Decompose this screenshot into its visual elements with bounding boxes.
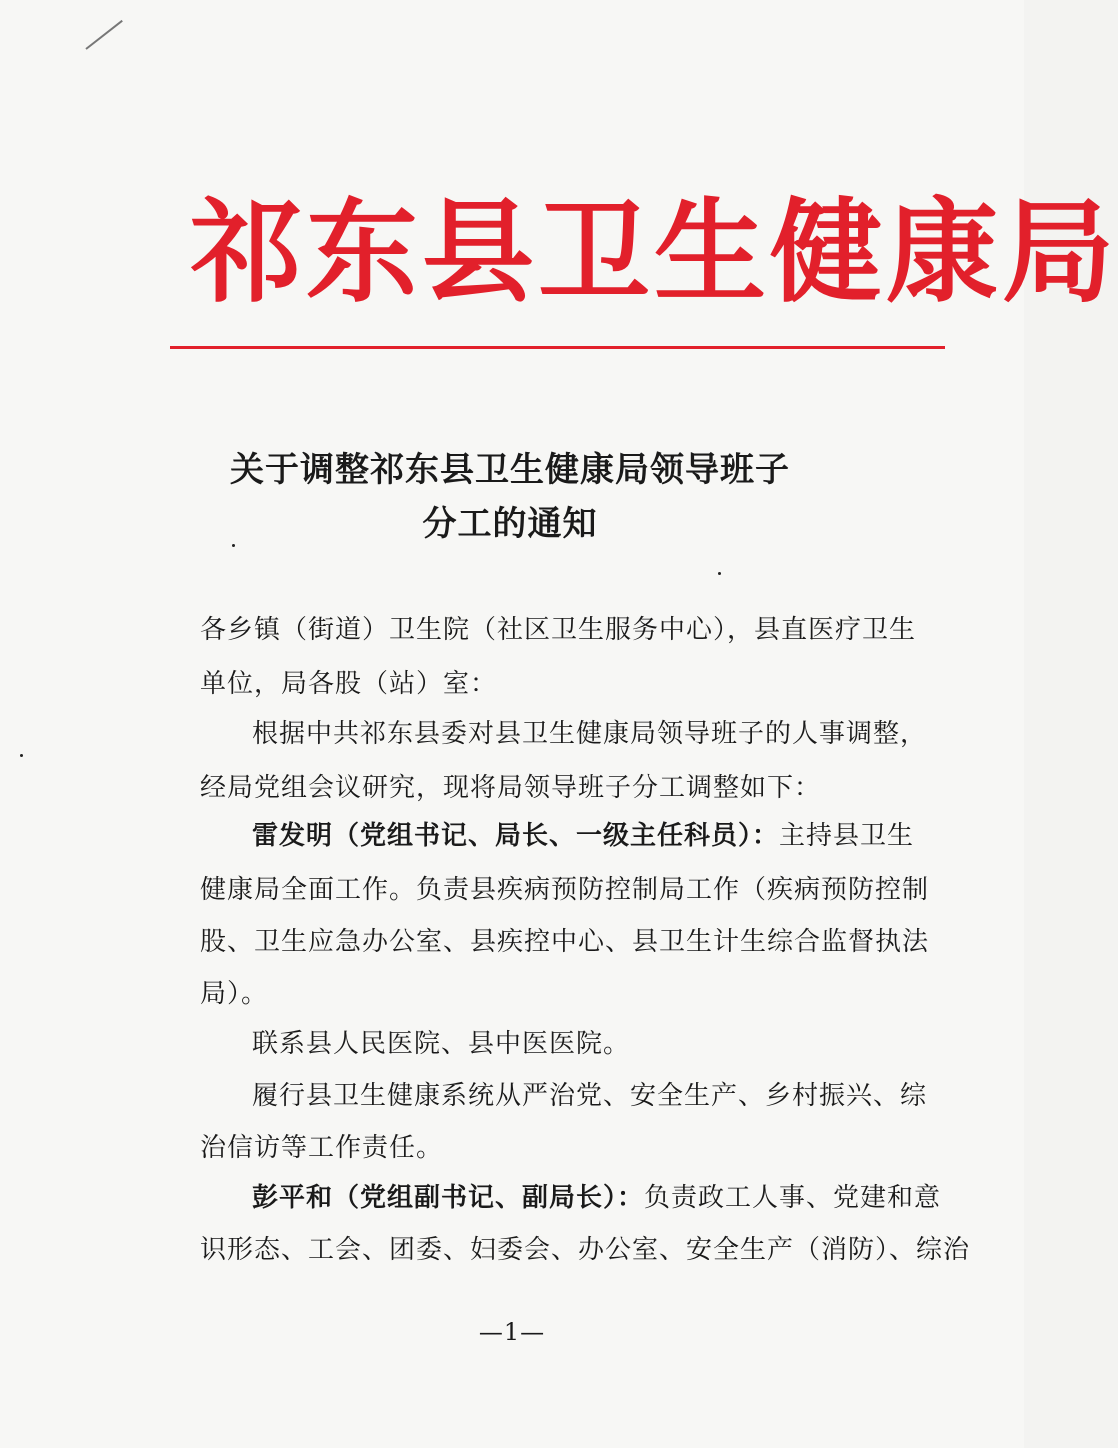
leader1-line3: 股、卫生应急办公室、县疾控中心、县卫生计生综合监督执法 (200, 927, 930, 957)
recipients-line1: 各乡镇（街道）卫生院（社区卫生服务中心），县直医疗卫生 (200, 615, 917, 645)
scan-mark (85, 20, 122, 50)
leader2-paragraph-line1 (252, 1180, 984, 1216)
page-number: —1— (478, 1318, 546, 1346)
scan-dot (20, 754, 23, 757)
leader2-line2: 识形态、工会、团委、妇委会、办公室、安全生产（消防）、综治 (200, 1235, 971, 1265)
leader1-name: 雷发明（党组书记、局长、一级主任科员）： (252, 821, 780, 851)
masthead-org-name: 祁东县卫生健康局 (190, 187, 1118, 318)
notice-title-line2: 分工的通知 (422, 504, 598, 544)
leader2-name: 彭平和（党组副书记、副局长）： (252, 1183, 645, 1213)
intro-line1: 根据中共祁东县委对县卫生健康局领导班子的人事调整， (252, 719, 928, 749)
notice-title-line1: 关于调整祁东县卫生健康局领导班子 (230, 450, 790, 490)
leader2-line1-rest: 负责政工人事、党建和意 (644, 1183, 942, 1213)
leader1-line4: 局）。 (200, 979, 269, 1009)
leader1-contact: 联系县人民医院、县中医医院。 (252, 1029, 631, 1059)
leader1-paragraph-line1 (252, 818, 984, 854)
masthead-red-rule (170, 346, 945, 349)
scan-dot (718, 572, 721, 575)
leader1-line1-rest: 主持县卫生 (779, 821, 915, 851)
intro-line2: 经局党组会议研究，现将局领导班子分工调整如下： (200, 773, 822, 803)
leader1-resp-line2: 治信访等工作责任。 (200, 1133, 444, 1163)
leader1-resp-line1: 履行县卫生健康系统从严治党、安全生产、乡村振兴、综 (252, 1081, 928, 1111)
leader1-line2: 健康局全面工作。负责县疾病预防控制局工作（疾病预防控制 (200, 875, 930, 905)
recipients-line2: 单位，局各股（站）室： (200, 669, 498, 699)
